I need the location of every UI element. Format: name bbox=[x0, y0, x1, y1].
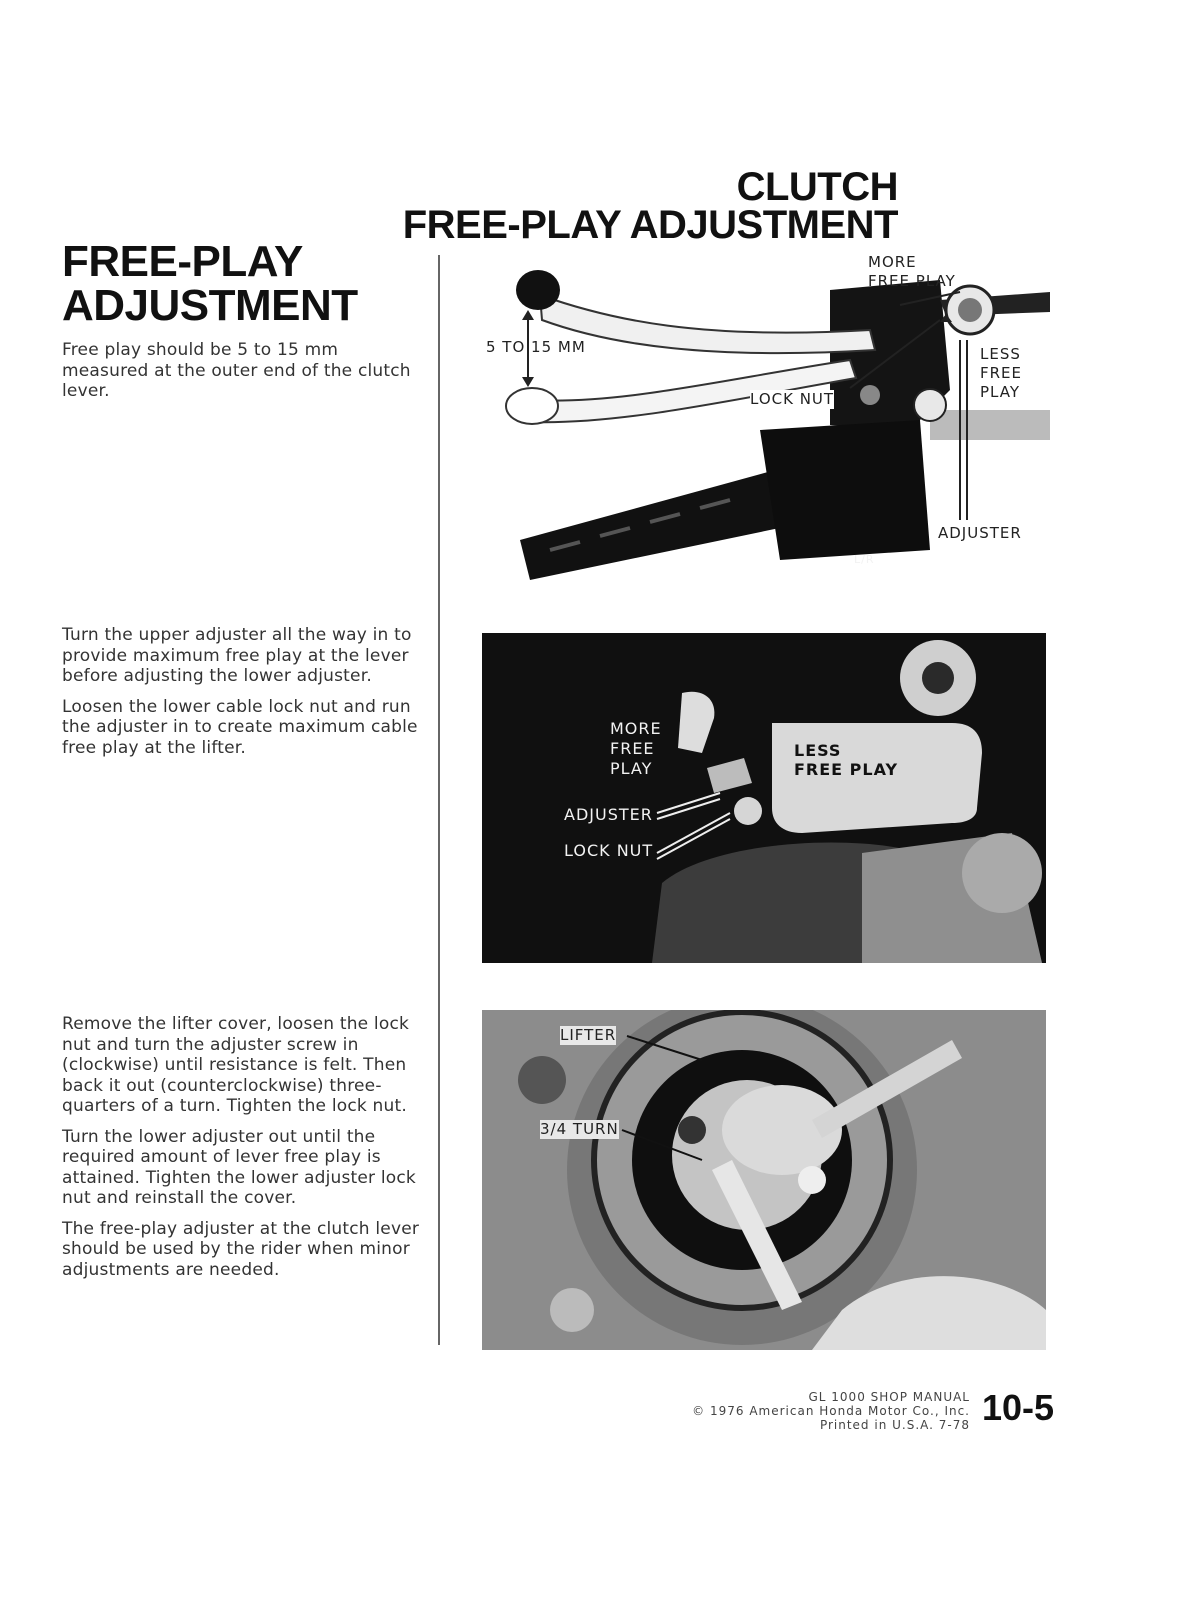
page-footer bbox=[640, 1390, 970, 1432]
instruction-upper-adjuster: Turn the upper adjuster all the way in to provide maximum free play at the lever before adjusting the lower adjuster. bbox=[62, 625, 412, 686]
fig1-range-label: 5 TO 15 MM bbox=[486, 338, 586, 356]
fig2-more-free-play-label: MORE FREE PLAY bbox=[610, 719, 662, 778]
lower-adjuster-illustration bbox=[482, 633, 1046, 963]
section-heading-line1: FREE-PLAY bbox=[62, 237, 303, 286]
fig1-less-free-play-label: LESS FREE PLAY bbox=[980, 345, 1023, 401]
instruction-block-2 bbox=[62, 625, 422, 768]
instruction-block-1 bbox=[62, 340, 422, 412]
instruction-lower-lock-nut: Loosen the lower cable lock nut and run the adjuster in to create maximum cable free play at the lifter. bbox=[62, 696, 418, 758]
header-title-line1: CLUTCH bbox=[736, 165, 898, 209]
fig1-lock-nut-label: LOCK NUT bbox=[750, 390, 835, 408]
fig3-lifter-label: LIFTER bbox=[560, 1026, 617, 1044]
instruction-free-play-spec: Free play should be 5 to 15 mm measured at the outer end of the clutch lever. bbox=[62, 340, 411, 401]
instruction-lifter-screw: Remove the lifter cover, loosen the lock nut and turn the adjuster screw in (clockwise) until resistance is felt. Then back it out (counterclockwise) three-quarters of a turn. Tighten the lock nut. bbox=[62, 1014, 410, 1116]
footer-printed: Printed in U.S.A. 7-78 bbox=[819, 1418, 970, 1432]
instruction-block-3 bbox=[62, 1014, 422, 1290]
page-number: 10-5 bbox=[982, 1387, 1055, 1428]
column-divider bbox=[438, 255, 440, 1345]
fig2-lock-nut-label: LOCK NUT bbox=[564, 841, 654, 860]
fig2-adjuster-label: ADJUSTER bbox=[564, 805, 653, 824]
footer-copyright: © 1976 American Honda Motor Co., Inc. bbox=[692, 1404, 970, 1418]
fig1-grip-mark: L/R bbox=[854, 553, 875, 566]
instruction-rider-adjuster: The free-play adjuster at the clutch lever should be used by the rider when minor adjustments are needed. bbox=[62, 1218, 420, 1280]
instruction-lower-adjuster-out: Turn the lower adjuster out until the required amount of lever free play is attained. Tighten the lower adjuster lock nut and reinstall the cover. bbox=[62, 1126, 416, 1208]
fig1-more-free-play-label: MORE FREE PLAY bbox=[868, 253, 956, 290]
header-title-line2: FREE-PLAY ADJUSTMENT bbox=[402, 203, 898, 247]
figure-lower-adjuster bbox=[482, 633, 1046, 963]
section-heading bbox=[62, 237, 422, 330]
figure-clutch-lever bbox=[470, 250, 1050, 590]
section-heading-line2: ADJUSTMENT bbox=[62, 281, 358, 330]
figure-lifter bbox=[482, 1010, 1046, 1350]
footer-manual: GL 1000 SHOP MANUAL bbox=[808, 1390, 970, 1404]
fig2-less-free-play-label: LESS FREE PLAY bbox=[794, 741, 899, 779]
fig3-turn-label: 3/4 TURN bbox=[540, 1120, 619, 1138]
page-header-title bbox=[402, 165, 898, 247]
fig1-adjuster-label: ADJUSTER bbox=[938, 524, 1022, 542]
lifter-illustration bbox=[482, 1010, 1046, 1350]
